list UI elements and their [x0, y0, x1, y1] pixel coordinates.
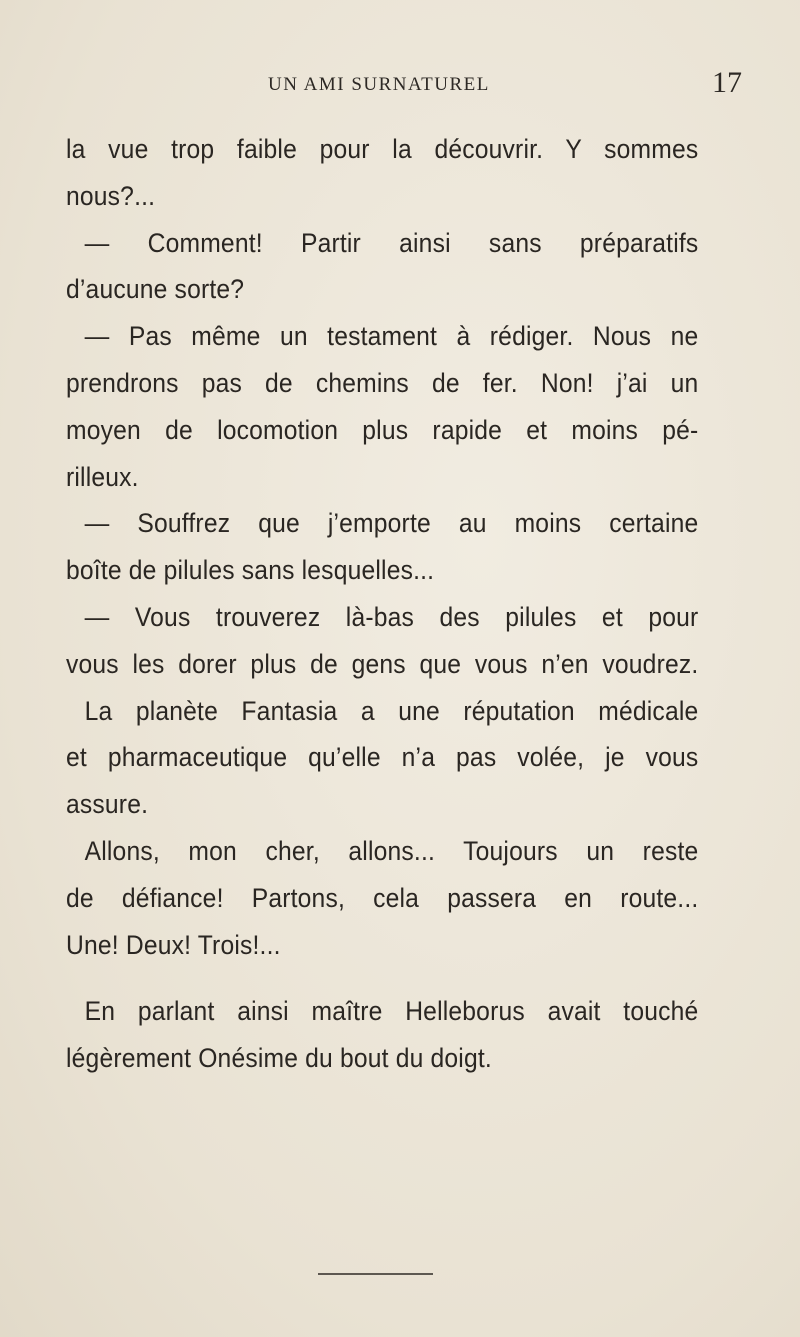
text-line: moyen de locomotion plus rapide et moins pé- — [66, 414, 699, 445]
text-line: — Pas même un testament à rédiger. Nous ne — [84, 321, 699, 352]
closing-rule — [318, 1273, 433, 1275]
text-line: vous les dorer plus de gens que vous n’en voudrez. — [66, 648, 699, 679]
text-line: et pharmaceutique qu’elle n’a pas volée, je vous — [66, 742, 699, 773]
body-text — [66, 126, 698, 1082]
paragraph-gap — [66, 968, 698, 988]
running-title: UN AMI SURNATUREL — [268, 74, 490, 95]
text-line: de défiance! Partons, cela passera en route... — [66, 882, 699, 913]
text-line: prendrons pas de chemins de fer. Non! j’ai un — [66, 367, 699, 398]
text-line: assure. — [66, 789, 149, 820]
text-line: La planète Fantasia a une réputation médicale — [84, 695, 699, 726]
text-line: — Comment! Partir ainsi sans préparatifs — [84, 227, 699, 258]
text-line: rilleux. — [66, 461, 139, 492]
text-line: — Souffrez que j’emporte au moins certaine — [84, 508, 699, 539]
text-line: boîte de pilules sans lesquelles... — [66, 555, 435, 586]
text-line: la vue trop faible pour la découvrir. Y sommes — [66, 134, 699, 164]
text-line: Une! Deux! Trois!... — [66, 929, 281, 960]
text-line: légèrement Onésime du bout du doigt. — [66, 1043, 492, 1074]
text-line: Allons, mon cher, allons... Toujours un reste — [84, 835, 699, 866]
text-line: nous?... — [66, 180, 156, 211]
text-line: d’aucune sorte? — [66, 274, 245, 305]
page-number: 17 — [712, 66, 742, 99]
text-line: En parlant ainsi maître Helleborus avait touché — [84, 996, 699, 1027]
text-line: — Vous trouverez là-bas des pilules et pour — [84, 601, 699, 632]
running-head — [0, 66, 800, 112]
